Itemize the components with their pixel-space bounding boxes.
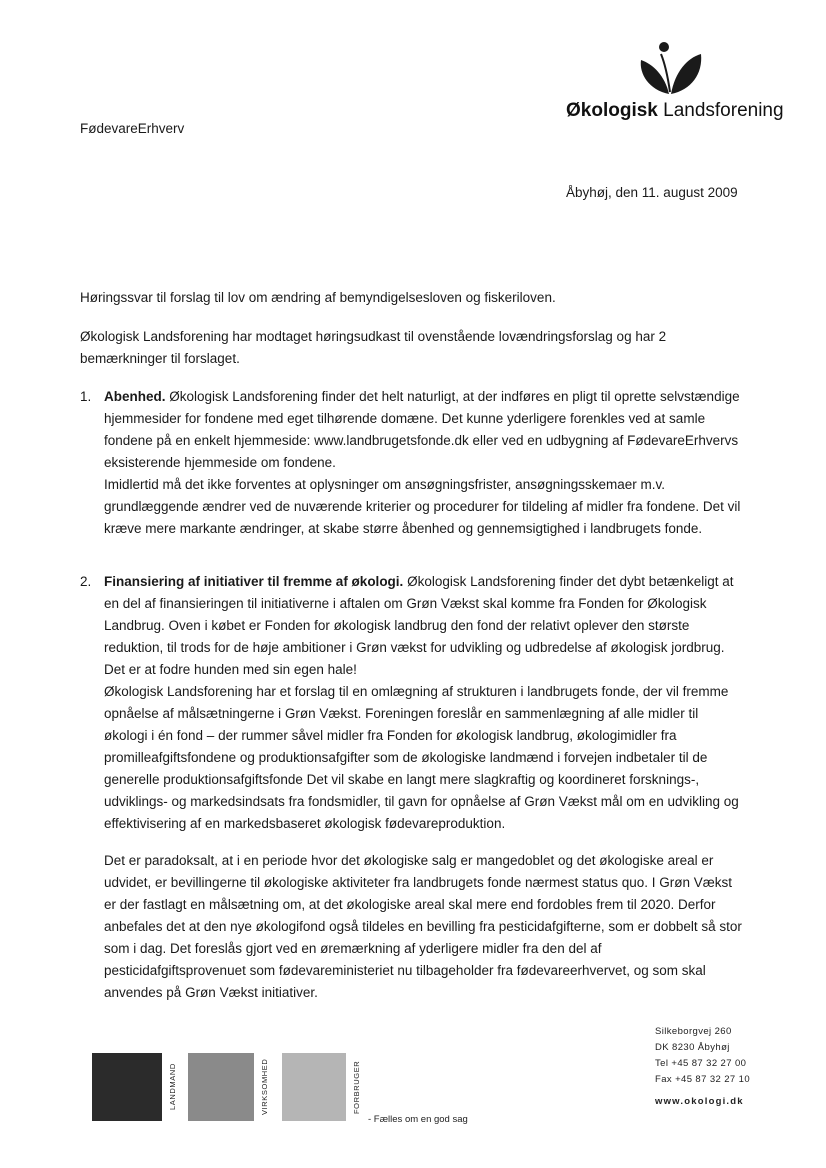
list-item xyxy=(80,571,745,835)
footer-label: FORBRUGER xyxy=(352,1060,361,1114)
organization-name: Økologisk Landsforening xyxy=(566,100,784,121)
footer-label: VIRKSOMHED xyxy=(260,1058,269,1116)
recipient: FødevareErhverv xyxy=(80,121,185,136)
item-text-continued: Imidlertid må det ikke forventes at oplysninger om ansøgningsfrister, ansøgningsskemaer m.v. grundlæggende ændrer ved de nuværende kriterier og procedurer for tildeling af midler fra fondene. Det vil kræve mere markante ændringer, at skabe større åbenhed og gennemsigtighed i landbrugets fonde. xyxy=(104,477,741,536)
item-heading: Abenhed. xyxy=(104,389,166,404)
footer-slogan: - Fælles om en god sag xyxy=(368,1114,468,1125)
website-link[interactable]: www.okologi.dk xyxy=(655,1096,744,1107)
item-number: 1. xyxy=(80,389,92,404)
item-heading: Finansiering af initiativer til fremme af økologi. xyxy=(104,574,404,589)
item-text: Økologisk Landsforening finder det helt naturligt, at der indføres en pligt til oprette selvstændige hjemmesider for fondene med eget tilhørende domæne. Det kunne yderligere forenkles ved at samle fondene på en enkelt hjemmeside: www.landbrugetsfonde.dk eller ved en udbygning af FødevareErhvervs eksisterende hjemmeside om fondene. xyxy=(104,389,740,470)
fax-line: Fax +45 87 32 27 10 xyxy=(655,1074,751,1085)
subject-line: Høringssvar til forslag til lov om ændring af bemyndigelsesloven og fiskeriloven. xyxy=(80,290,556,305)
letter-date: Åbyhøj, den 11. august 2009 xyxy=(566,185,738,200)
address-line: DK 8230 Åbyhøj xyxy=(655,1042,730,1053)
phone-line: Tel +45 87 32 27 00 xyxy=(655,1058,747,1069)
footer-label: LANDMAND xyxy=(168,1063,177,1111)
footer-address xyxy=(655,1024,750,1110)
closing-paragraph: Det er paradoksalt, at i en periode hvor det økologiske salg er mangedoblet og det økologiske areal er udvidet, er bevillingerne til økologiske aktiviteter fra landbrugets fonde nærmest status quo. I Grøn Vækst er der fastlagt en målsætning om, at det økologiske areal skal mere end fordobles frem til 2020. Derfor anbefales det at den nye økologifond også tildeles en bevilling fra pesticidafgifterne, som er dobbelt så stor som i dag. Det foreslås gjort ved en øremærkning af yderligere midler fra den del af pesticidafgiftsprovenuet som fødevareministeriet nu tilbageholder fra fødevareerhvervet, og som skal anvendes på Grøn Vækst initiativer. xyxy=(104,853,742,1000)
virksomhed-photo xyxy=(188,1053,254,1121)
landmand-photo xyxy=(92,1053,162,1121)
footer-photo-strip xyxy=(92,1053,392,1123)
forbruger-photo xyxy=(282,1053,346,1121)
item-number: 2. xyxy=(80,574,92,589)
address-line: Silkeborgvej 260 xyxy=(655,1026,732,1037)
item-text-continued: Økologisk Landsforening har et forslag til en omlægning af strukturen i landbrugets fonde, der vil fremme opnåelse af målsætningerne i Grøn Vækst. Foreningen foreslår en sammenlægning af alle midler til økologi i én fond – der rummer såvel midler fra Fonden for økologisk landbrug, økologimidler fra promilleafgiftsfondene og produktionsafgifter som de økologiske landmænd i forvejen indbetaler til de generelle produktionsafgiftsfonde Det vil skabe en langt mere slagkraftig og koordineret forsknings-, udviklings- og markedsindsats fra fondsmidler, til gavn for opnåelse af Grøn Vækst mål om en udvikling og effektivisering af en markedsbaseret økologisk fødevareproduktion. xyxy=(104,684,739,831)
item-text: Økologisk Landsforening finder det dybt betænkeligt at en del af finansieringen til initiativerne i aftalen om Grøn Vækst skal komme fra Fonden for Økologisk Landbrug. Oven i købet er Fonden for økologisk landbrug den fond der relativt oplever den største reduktion, til trods for de høje ambitioner i Grøn vækst for udvikling og udbredelse af økologisk jordbrug. Det er at fodre hunden med sin egen hale! xyxy=(104,574,734,677)
leaf-logo-icon xyxy=(635,40,705,96)
intro-paragraph: Økologisk Landsforening har modtaget høringsudkast til ovenstående lovændringsforslag og har 2 bemærkninger til forslaget. xyxy=(80,329,667,366)
list-item xyxy=(80,386,745,540)
